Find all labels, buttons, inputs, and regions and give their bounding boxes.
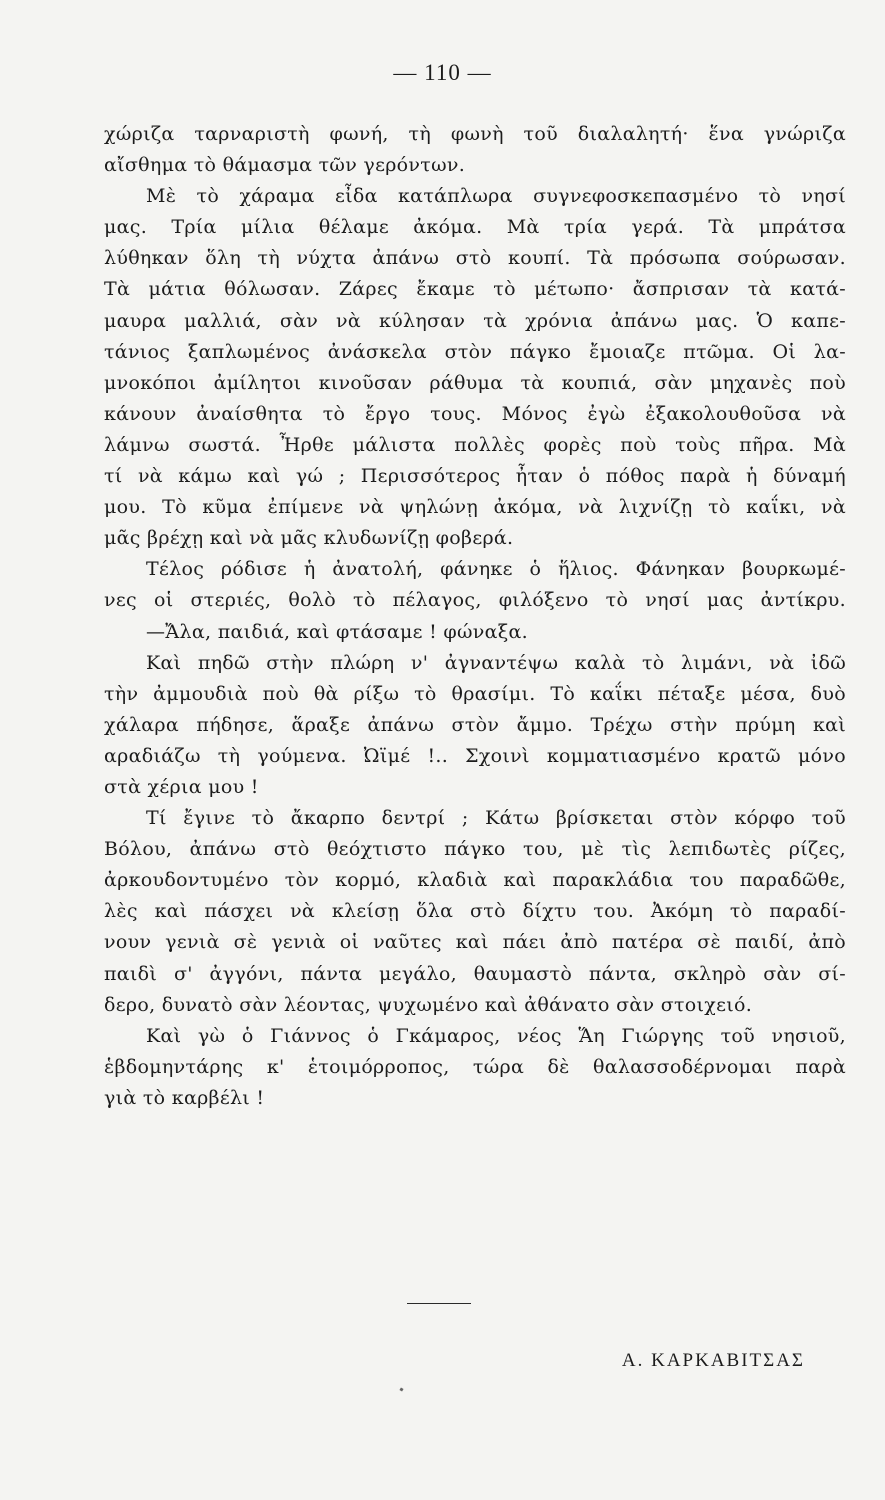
ink-speck xyxy=(399,1387,403,1391)
text-line: νουν γενιὰ σὲ γενιὰ οἱ ναῦτες καὶ πάει ἀπὸ πατέρα σὲ παιδί, ἀπὸ xyxy=(104,931,846,954)
text-line: Βόλου, ἀπάνω στὸ θεόχτιστο πάγκο του, μὲ τὶς λεπιδωτὲς ρίζες, xyxy=(104,838,846,861)
author-signature: Α. ΚΑΡΚΑΒΙΤΣΑΣ xyxy=(621,1350,805,1371)
text-line: Μὲ τὸ χάραμα εἶδα κατάπλωρα συγνεφοσκεπασμένο τὸ νησί xyxy=(146,185,846,208)
text-line: λάμνω σωστά. Ἦρθε μάλιστα πολλὲς φορὲς ποὺ τοὺς πῆρα. Μὰ xyxy=(104,433,846,456)
text-line: Τέλος ρόδισε ἡ ἀνατολή, φάνηκε ὁ ἥλιος. Φάνηκαν βουρκωμέ- xyxy=(146,558,846,581)
text-line: μνοκόποι ἀμίλητοι κινοῦσαν ράθυμα τὰ κουπιά, σὰν μηχανὲς ποὺ xyxy=(104,371,846,394)
text-line: κάνουν ἀναίσθητα τὸ ἔργο τους. Μόνος ἐγὼ ἐξακολουθοῦσα νὰ xyxy=(104,402,846,425)
text-line: μαυρα μαλλιά, σὰν νὰ κύλησαν τὰ χρόνια ἀπάνω μας. Ὁ καπε- xyxy=(104,309,846,332)
text-line: τάνιος ξαπλωμένος ἀνάσκελα στὸν πάγκο ἔμοιαζε πτῶμα. Οἱ λα- xyxy=(104,340,846,363)
text-line: νες οἱ στεριές, θολὸ τὸ πέλαγος, φιλόξενο τὸ νησί μας ἀντίκρυ. xyxy=(104,589,846,612)
text-line: αἴσθημα τὸ θάμασμα τῶν γερόντων. xyxy=(104,154,466,177)
text-line: —Ἄλα, παιδιά, καὶ φτάσαμε ! φώναξα. xyxy=(146,620,529,643)
text-line: γιὰ τὸ καρβέλι ! xyxy=(104,1086,265,1109)
end-rule xyxy=(407,1303,471,1304)
text-line: Τὰ μάτια θόλωσαν. Ζάρες ἔκαμε τὸ μέτωπο· ἄσπρισαν τὰ κατά- xyxy=(104,278,846,301)
text-line: ἀρκουδοντυμένο τὸν κορμό, κλαδιὰ καὶ παρακλάδια του παραδῶθε, xyxy=(104,869,846,892)
body-text xyxy=(104,119,846,1114)
text-line: χώριζα ταρναριστὴ φωνή, τὴ φωνὴ τοῦ διαλαλητή· ἕνα γνώριζα xyxy=(104,123,846,145)
text-line: Καὶ γὼ ὁ Γιάννος ὁ Γκάμαρος, νέος Ἅη Γιώργης τοῦ νησιοῦ, xyxy=(146,1024,846,1047)
text-line: παιδὶ σ' ἀγγόνι, πάντα μεγάλο, θαυμαστὸ πάντα, σκληρὸ σὰν σί- xyxy=(104,962,846,985)
text-line: μας. Τρία μίλια θέλαμε ἀκόμα. Μὰ τρία γερά. Τὰ μπράτσα xyxy=(104,216,846,239)
text-line: δερο, δυνατὸ σὰν λέοντας, ψυχωμένο καὶ ἀθάνατο σὰν στοιχειό. xyxy=(104,993,753,1016)
text-line: αραδιάζω τὴ γούμενα. Ὠϊμέ !.. Σχοινὶ κομματιασμένο κρατῶ μόνο xyxy=(104,744,846,767)
text-line: τὴν ἀμμουδιὰ ποὺ θὰ ρίξω τὸ θρασίμι. Τὸ καΐκι πέταξε μέσα, δυὸ xyxy=(104,682,846,705)
text-line: λύθηκαν ὅλη τὴ νύχτα ἀπάνω στὸ κουπί. Τὰ πρόσωπα σούρωσαν. xyxy=(104,247,846,270)
text-line: ἑβδομηντάρης κ' ἑτοιμόρροπος, τώρα δὲ θαλασσοδέρνομαι παρὰ xyxy=(104,1055,846,1078)
text-line: στὰ χέρια μου ! xyxy=(104,775,259,798)
text-line: τί νὰ κάμω καὶ γώ ; Περισσότερος ἦταν ὁ πόθος παρὰ ἡ δύναμή xyxy=(104,465,846,488)
text-line: Τί ἔγινε τὸ ἄκαρπο δεντρί ; Κάτω βρίσκεται στὸν κόρφο τοῦ xyxy=(146,807,846,830)
text-line: μᾶς βρέχῃ καὶ νὰ μᾶς κλυδωνίζῃ φοβερά. xyxy=(104,527,514,550)
page-number: — 110 — xyxy=(393,60,492,85)
text-line: Καὶ πηδῶ στὴν πλώρη ν' ἀγναντέψω καλὰ τὸ λιμάνι, νὰ ἰδῶ xyxy=(146,651,846,674)
text-line: μου. Τὸ κῦμα ἐπίμενε νὰ ψηλώνῃ ἀκόμα, νὰ λιχνίζῃ τὸ καΐκι, νὰ xyxy=(104,496,846,519)
text-line: λὲς καὶ πάσχει νὰ κλείσῃ ὅλα στὸ δίχτυ του. Ἀκόμη τὸ παραδί- xyxy=(104,900,846,923)
text-line: χάλαρα πήδησε, ἅραξε ἀπάνω στὸν ἄμμο. Τρέχω στὴν πρύμη καὶ xyxy=(104,713,846,736)
